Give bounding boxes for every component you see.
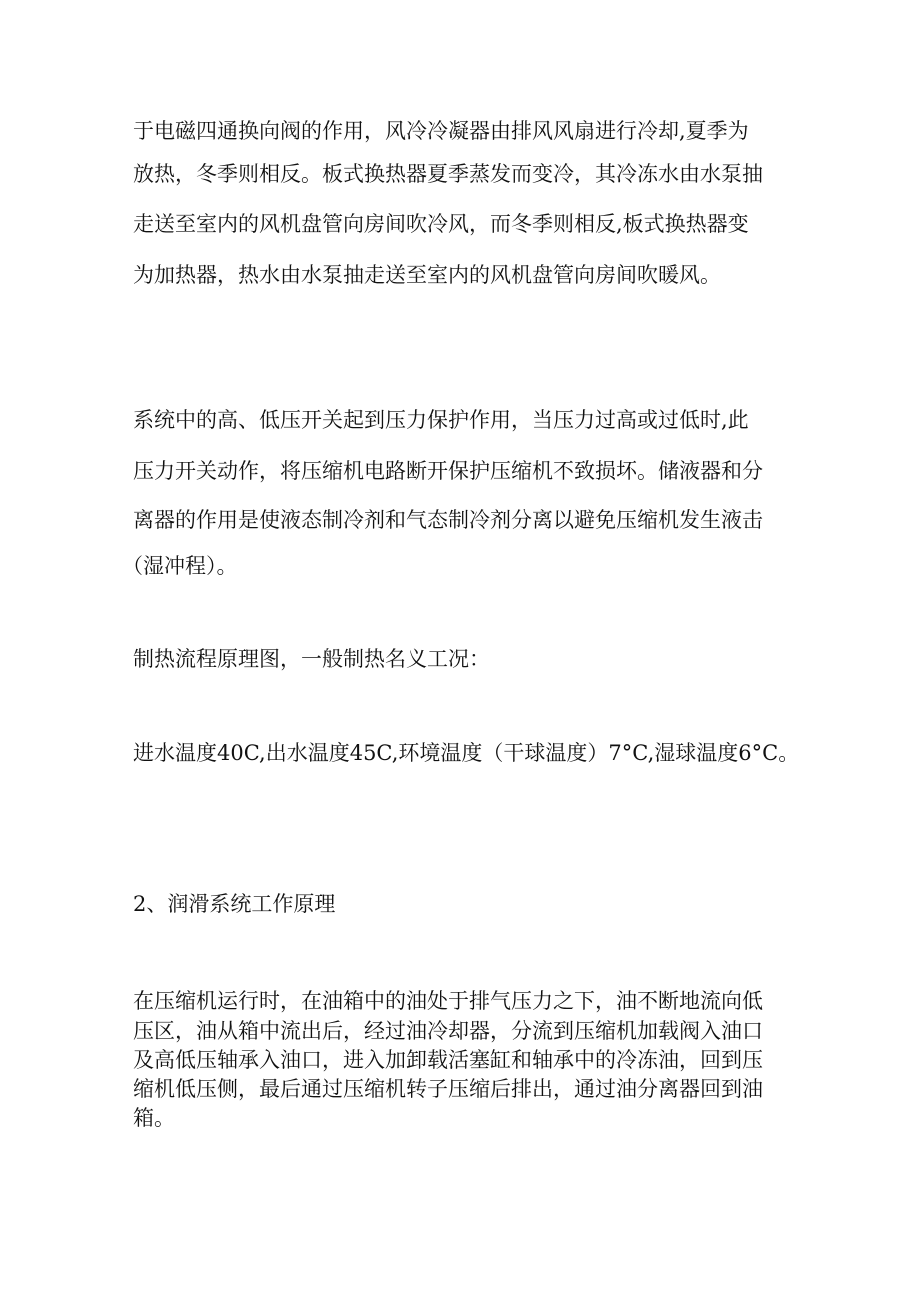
paragraph-5-line-2: 压区，油从箱中流出后，经过油冷却器，分流到压缩机加载阀入油口 <box>133 1019 763 1043</box>
paragraph-5-line-4: 缩机低压侧，最后通过压缩机转子压缩后排出，通过油分离器回到油 <box>133 1077 763 1101</box>
heating-conditions-values: 进水温度40C,出水温度45C,环境温度（干球温度）7°C,湿球温度6°C。 <box>133 741 800 765</box>
paragraph-2-line-3: 离器的作用是使液态制冷剂和气态制冷剂分离以避免压缩机发生液击 <box>133 508 763 532</box>
paragraph-2-line-2: 压力开关动作，将压缩机电路断开保护压缩机不致损坏。储液器和分 <box>133 459 763 483</box>
paragraph-1-line-4: 为加热器，热水由水泵抽走送至室内的风机盘管向房间吹暖风。 <box>133 263 721 287</box>
paragraph-5-line-5: 箱。 <box>133 1106 175 1130</box>
paragraph-5-line-1: 在压缩机运行时，在油箱中的油处于排气压力之下，油不断地流向低 <box>133 989 763 1013</box>
paragraph-5-line-3: 及高低压轴承入油口，进入加卸载活塞缸和轴承中的冷冻油，回到压 <box>133 1048 763 1072</box>
heating-conditions-intro: 制热流程原理图，一般制热名义工况： <box>133 647 490 671</box>
paragraph-2-line-4: （湿冲程）。 <box>122 554 238 578</box>
paragraph-1-line-2: 放热，冬季则相反。板式换热器夏季蒸发而变冷，其冷冻水由水泵抽 <box>133 162 763 186</box>
paragraph-1-line-1: 于电磁四通换向阀的作用，风冷冷凝器由排风风扇进行冷却,夏季为 <box>133 119 749 143</box>
paragraph-1-line-3: 走送至室内的风机盘管向房间吹冷风，而冬季则相反,板式换热器变 <box>133 212 749 236</box>
section-2-heading: 2、润滑系统工作原理 <box>133 892 336 916</box>
paragraph-2-line-1: 系统中的高、低压开关起到压力保护作用，当压力过高或过低时,此 <box>133 408 749 432</box>
